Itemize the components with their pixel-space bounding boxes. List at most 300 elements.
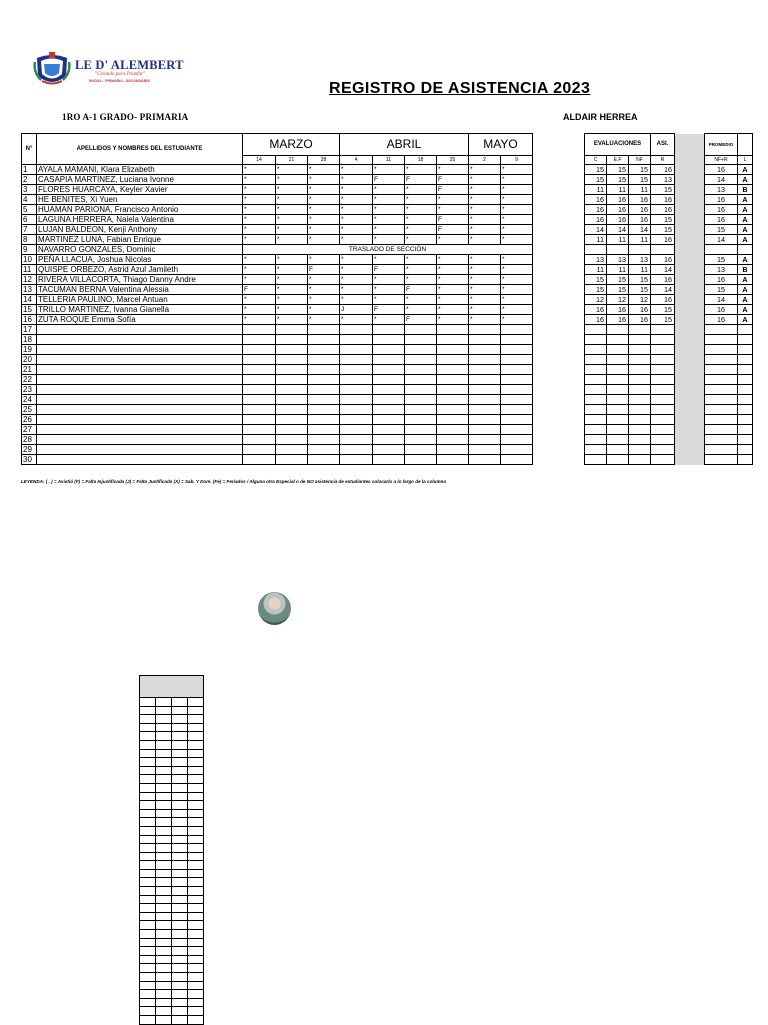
attendance-mark: * xyxy=(340,255,373,265)
empty-cell xyxy=(243,375,276,385)
student-row xyxy=(22,255,753,265)
empty-cell xyxy=(243,425,276,435)
attendance-mark: F xyxy=(437,175,469,185)
attendance-mark: * xyxy=(437,195,469,205)
blank-grid-cell xyxy=(156,887,172,896)
attendance-mark: * xyxy=(501,175,533,185)
empty-cell xyxy=(738,355,753,365)
empty-row xyxy=(22,375,753,385)
score-ef: 13 xyxy=(607,255,629,265)
empty-cell xyxy=(437,395,469,405)
blank-grid-row xyxy=(140,990,204,999)
empty-cell xyxy=(651,405,675,415)
empty-cell xyxy=(629,335,651,345)
score-c xyxy=(585,245,607,255)
empty-cell xyxy=(437,455,469,465)
score-nf: 16 xyxy=(629,305,651,315)
blank-grid-row xyxy=(140,912,204,921)
empty-cell xyxy=(738,455,753,465)
promedio-letter: B xyxy=(738,185,753,195)
blank-grid-cell xyxy=(172,947,188,956)
spacer xyxy=(563,395,585,405)
attendance-mark: F xyxy=(437,185,469,195)
blank-grid-row xyxy=(140,723,204,732)
blank-grid-cell xyxy=(172,887,188,896)
day-header: 25 xyxy=(437,156,469,165)
eval-sub-header: C xyxy=(585,156,607,165)
blank-grid-cell xyxy=(156,955,172,964)
score-nf: 16 xyxy=(629,215,651,225)
blank-grid-row xyxy=(140,698,204,707)
empty-cell xyxy=(308,405,340,415)
score-c: 12 xyxy=(585,295,607,305)
empty-cell xyxy=(308,415,340,425)
attendance-mark: * xyxy=(243,225,276,235)
attendance-mark: * xyxy=(437,315,469,325)
empty-cell xyxy=(607,345,629,355)
empty-cell xyxy=(501,325,533,335)
attendance-mark: * xyxy=(308,295,340,305)
blank-grid-cell xyxy=(172,723,188,732)
blank-grid-cell xyxy=(172,998,188,1007)
blank-grid-cell xyxy=(172,732,188,741)
promedio-letter: A xyxy=(738,275,753,285)
blank-grid-cell xyxy=(172,706,188,715)
empty-cell xyxy=(340,405,373,415)
spacer xyxy=(533,345,563,355)
promedio-value: 13 xyxy=(705,185,738,195)
blank-grid-row xyxy=(140,921,204,930)
spacer xyxy=(563,134,585,156)
empty-cell xyxy=(405,375,437,385)
attendance-mark: * xyxy=(501,315,533,325)
attendance-mark: * xyxy=(308,215,340,225)
empty-cell xyxy=(340,385,373,395)
shaded-separator xyxy=(675,305,705,315)
promedio-letter: A xyxy=(738,165,753,175)
empty-cell xyxy=(276,365,308,375)
blank-grid-cell xyxy=(156,835,172,844)
promedio-value: 13 xyxy=(705,265,738,275)
empty-cell xyxy=(243,335,276,345)
shaded-separator xyxy=(675,134,705,156)
empty-cell xyxy=(405,365,437,375)
promedio-letter: A xyxy=(738,215,753,225)
empty-row xyxy=(22,455,753,465)
attendance-mark: * xyxy=(340,215,373,225)
spacer xyxy=(563,385,585,395)
empty-cell xyxy=(373,405,405,415)
spacer xyxy=(563,255,585,265)
promedio-value xyxy=(705,245,738,255)
empty-cell xyxy=(37,455,243,465)
blank-grid-cell xyxy=(156,749,172,758)
spacer xyxy=(563,345,585,355)
blank-grid-cell xyxy=(188,887,204,896)
empty-cell xyxy=(308,325,340,335)
blank-grid-row xyxy=(140,706,204,715)
spacer xyxy=(563,225,585,235)
spacer xyxy=(563,235,585,245)
empty-cell xyxy=(738,375,753,385)
attendance-mark: * xyxy=(405,295,437,305)
spacer xyxy=(533,445,563,455)
attendance-mark: * xyxy=(243,185,276,195)
empty-cell xyxy=(705,345,738,355)
empty-cell xyxy=(469,385,501,395)
empty-cell xyxy=(276,435,308,445)
attendance-mark: * xyxy=(405,185,437,195)
blank-grid-cell xyxy=(172,698,188,707)
empty-cell xyxy=(405,385,437,395)
empty-cell xyxy=(276,375,308,385)
attendance-mark: * xyxy=(276,285,308,295)
row-number: 26 xyxy=(22,415,37,425)
day-header: 2 xyxy=(469,156,501,165)
spacer xyxy=(563,375,585,385)
empty-cell xyxy=(340,345,373,355)
empty-cell xyxy=(651,335,675,345)
attendance-mark: * xyxy=(308,255,340,265)
spacer xyxy=(563,355,585,365)
blank-grid-cell xyxy=(156,775,172,784)
empty-cell xyxy=(37,405,243,415)
empty-row xyxy=(22,345,753,355)
empty-cell xyxy=(308,395,340,405)
shaded-separator xyxy=(675,355,705,365)
empty-cell xyxy=(469,445,501,455)
blank-grid-cell xyxy=(156,861,172,870)
row-note: TRASLADO DE SECCIÓN xyxy=(243,245,533,255)
blank-grid-cell xyxy=(156,981,172,990)
blank-grid-cell xyxy=(188,1015,204,1024)
score-ef: 16 xyxy=(607,215,629,225)
attendance-mark: * xyxy=(308,165,340,175)
empty-cell xyxy=(340,445,373,455)
attendance-mark: F xyxy=(437,225,469,235)
empty-cell xyxy=(607,395,629,405)
score-c: 15 xyxy=(585,285,607,295)
blank-grid-row xyxy=(140,826,204,835)
empty-cell xyxy=(501,375,533,385)
shaded-separator xyxy=(675,195,705,205)
attendance-mark: F xyxy=(243,285,276,295)
student-row xyxy=(22,215,753,225)
teacher-name: ALDAIR HERREA xyxy=(563,112,638,122)
attendance-mark: * xyxy=(405,165,437,175)
promedio-letter: A xyxy=(738,195,753,205)
attendance-mark: * xyxy=(340,285,373,295)
row-number: 5 xyxy=(22,205,37,215)
empty-cell xyxy=(437,325,469,335)
spacer xyxy=(563,295,585,305)
attendance-mark: * xyxy=(501,165,533,175)
blank-grid-cell xyxy=(188,904,204,913)
portrait-image xyxy=(258,592,291,625)
empty-cell xyxy=(607,455,629,465)
attendance-mark: * xyxy=(340,315,373,325)
spacer xyxy=(533,175,563,185)
promedio-value: 16 xyxy=(705,305,738,315)
empty-cell xyxy=(405,325,437,335)
page-title xyxy=(329,80,590,98)
attendance-mark: * xyxy=(373,255,405,265)
empty-row xyxy=(22,405,753,415)
empty-cell xyxy=(705,385,738,395)
blank-grid-row xyxy=(140,783,204,792)
attendance-mark: * xyxy=(405,195,437,205)
spacer xyxy=(563,156,585,165)
empty-cell xyxy=(276,445,308,455)
blank-grid-cell xyxy=(140,826,156,835)
spacer xyxy=(533,245,563,255)
attendance-table xyxy=(21,133,753,465)
blank-grid-cell xyxy=(172,878,188,887)
attendance-mark: * xyxy=(469,275,501,285)
row-number: 13 xyxy=(22,285,37,295)
blank-grid-cell xyxy=(188,698,204,707)
blank-grid-cell xyxy=(140,1007,156,1016)
row-number: 24 xyxy=(22,395,37,405)
shaded-separator xyxy=(675,185,705,195)
month-mayo: MAYO xyxy=(469,134,533,156)
empty-cell xyxy=(405,345,437,355)
row-number: 23 xyxy=(22,385,37,395)
score-c: 16 xyxy=(585,205,607,215)
student-row xyxy=(22,285,753,295)
attendance-mark: * xyxy=(276,295,308,305)
blank-grid-cell xyxy=(140,783,156,792)
empty-cell xyxy=(243,365,276,375)
score-c: 16 xyxy=(585,195,607,205)
attendance-mark: * xyxy=(437,165,469,175)
score-ef: 11 xyxy=(607,185,629,195)
blank-grid-cell xyxy=(156,723,172,732)
student-row xyxy=(22,165,753,175)
promedio-letter: B xyxy=(738,265,753,275)
score-ef: 16 xyxy=(607,195,629,205)
attendance-mark: * xyxy=(308,185,340,195)
shaded-separator xyxy=(675,325,705,335)
empty-cell xyxy=(437,375,469,385)
empty-row xyxy=(22,395,753,405)
promedio-value: 16 xyxy=(705,315,738,325)
blank-grid-cell xyxy=(140,912,156,921)
score-c: 11 xyxy=(585,235,607,245)
attendance-mark: * xyxy=(243,175,276,185)
spacer xyxy=(563,435,585,445)
spacer xyxy=(533,315,563,325)
student-row xyxy=(22,275,753,285)
student-row xyxy=(22,185,753,195)
score-r: 15 xyxy=(651,315,675,325)
spacer xyxy=(533,205,563,215)
empty-cell xyxy=(705,325,738,335)
promedio-value: 15 xyxy=(705,285,738,295)
spacer xyxy=(533,375,563,385)
empty-cell xyxy=(308,375,340,385)
attendance-mark: * xyxy=(276,255,308,265)
student-name: QUISPE ORBEZO, Astrid Azul Jamileth xyxy=(37,265,243,275)
score-r: 15 xyxy=(651,215,675,225)
header-num: N° xyxy=(22,134,37,165)
spacer xyxy=(533,275,563,285)
empty-cell xyxy=(585,345,607,355)
attendance-mark: * xyxy=(437,235,469,245)
blank-grid-cell xyxy=(140,973,156,982)
blank-grid-cell xyxy=(172,1015,188,1024)
student-row xyxy=(22,195,753,205)
blank-grid-cell xyxy=(140,947,156,956)
attendance-mark: * xyxy=(469,215,501,225)
blank-grid-cell xyxy=(140,861,156,870)
blank-grid-cell xyxy=(140,981,156,990)
score-nf: 16 xyxy=(629,195,651,205)
empty-cell xyxy=(585,455,607,465)
empty-cell xyxy=(738,435,753,445)
spacer xyxy=(563,455,585,465)
empty-row xyxy=(22,325,753,335)
empty-cell xyxy=(340,425,373,435)
score-ef: 15 xyxy=(607,285,629,295)
day-header: 9 xyxy=(501,156,533,165)
attendance-mark: * xyxy=(373,295,405,305)
attendance-mark: * xyxy=(469,295,501,305)
blank-grid-cell xyxy=(140,792,156,801)
empty-cell xyxy=(629,415,651,425)
attendance-mark: * xyxy=(373,205,405,215)
spacer xyxy=(533,195,563,205)
blank-grid xyxy=(139,675,204,1025)
spacer xyxy=(563,165,585,175)
row-number: 6 xyxy=(22,215,37,225)
score-nf: 14 xyxy=(629,225,651,235)
empty-cell xyxy=(585,395,607,405)
empty-cell xyxy=(705,405,738,415)
student-name: MARTINEZ LUNA, Fabian Enrique xyxy=(37,235,243,245)
attendance-mark: * xyxy=(243,255,276,265)
row-number: 28 xyxy=(22,435,37,445)
empty-cell xyxy=(373,345,405,355)
promedio-letter: A xyxy=(738,285,753,295)
attendance-mark: * xyxy=(340,275,373,285)
blank-grid-cell xyxy=(140,998,156,1007)
empty-cell xyxy=(437,385,469,395)
blank-grid-cell xyxy=(140,749,156,758)
attendance-mark: F xyxy=(373,305,405,315)
spacer xyxy=(563,335,585,345)
empty-cell xyxy=(607,385,629,395)
blank-grid-cell xyxy=(188,955,204,964)
blank-grid-cell xyxy=(156,792,172,801)
blank-grid-cell xyxy=(156,938,172,947)
score-nf: 15 xyxy=(629,275,651,285)
blank-grid-cell xyxy=(172,740,188,749)
blank-grid-cell xyxy=(156,826,172,835)
blank-grid-cell xyxy=(156,801,172,810)
blank-grid-cell xyxy=(140,921,156,930)
blank-grid-row xyxy=(140,938,204,947)
row-number: 4 xyxy=(22,195,37,205)
empty-cell xyxy=(705,375,738,385)
empty-cell xyxy=(437,445,469,455)
student-row xyxy=(22,225,753,235)
blank-grid-cell xyxy=(188,749,204,758)
shaded-separator xyxy=(675,285,705,295)
blank-grid-cell xyxy=(172,775,188,784)
score-r: 16 xyxy=(651,195,675,205)
empty-cell xyxy=(705,425,738,435)
attendance-mark: F xyxy=(308,265,340,275)
empty-cell xyxy=(629,355,651,365)
student-name: TRILLO MARTINEZ, Ivanna Gianella xyxy=(37,305,243,315)
blank-grid-cell xyxy=(156,912,172,921)
attendance-mark: F xyxy=(405,315,437,325)
attendance-mark: * xyxy=(243,215,276,225)
student-row xyxy=(22,235,753,245)
spacer xyxy=(533,395,563,405)
promedio-value: 16 xyxy=(705,195,738,205)
student-row xyxy=(22,265,753,275)
spacer xyxy=(533,185,563,195)
shaded-separator xyxy=(675,235,705,245)
empty-cell xyxy=(276,405,308,415)
score-ef xyxy=(607,245,629,255)
attendance-mark: F xyxy=(373,265,405,275)
empty-cell xyxy=(501,425,533,435)
row-number: 21 xyxy=(22,365,37,375)
empty-cell xyxy=(340,435,373,445)
blank-grid-cell xyxy=(140,852,156,861)
blank-grid-cell xyxy=(156,698,172,707)
blank-grid-cell xyxy=(172,869,188,878)
empty-cell xyxy=(585,445,607,455)
student-name: ZUTA ROQUE Emma Sofía xyxy=(37,315,243,325)
attendance-mark: * xyxy=(373,185,405,195)
blank-grid-cell xyxy=(172,749,188,758)
row-number: 11 xyxy=(22,265,37,275)
row-number: 17 xyxy=(22,325,37,335)
empty-cell xyxy=(585,385,607,395)
empty-cell xyxy=(651,435,675,445)
blank-grid-cell xyxy=(156,947,172,956)
empty-cell xyxy=(405,335,437,345)
shaded-separator xyxy=(675,455,705,465)
empty-cell xyxy=(276,355,308,365)
blank-grid-cell xyxy=(156,783,172,792)
empty-cell xyxy=(437,425,469,435)
row-number: 15 xyxy=(22,305,37,315)
empty-cell xyxy=(373,445,405,455)
shaded-separator xyxy=(675,275,705,285)
attendance-mark: * xyxy=(501,255,533,265)
attendance-mark: F xyxy=(405,285,437,295)
empty-cell xyxy=(340,365,373,375)
attendance-mark: * xyxy=(469,285,501,295)
blank-grid-cell xyxy=(188,869,204,878)
blank-grid-cell xyxy=(156,904,172,913)
score-nf xyxy=(629,245,651,255)
spacer xyxy=(533,325,563,335)
blank-grid-cell xyxy=(140,809,156,818)
blank-grid-cell xyxy=(140,887,156,896)
blank-grid-row xyxy=(140,801,204,810)
empty-cell xyxy=(607,435,629,445)
empty-cell xyxy=(629,455,651,465)
attendance-mark: * xyxy=(308,235,340,245)
spacer xyxy=(533,425,563,435)
blank-grid-cell xyxy=(172,715,188,724)
